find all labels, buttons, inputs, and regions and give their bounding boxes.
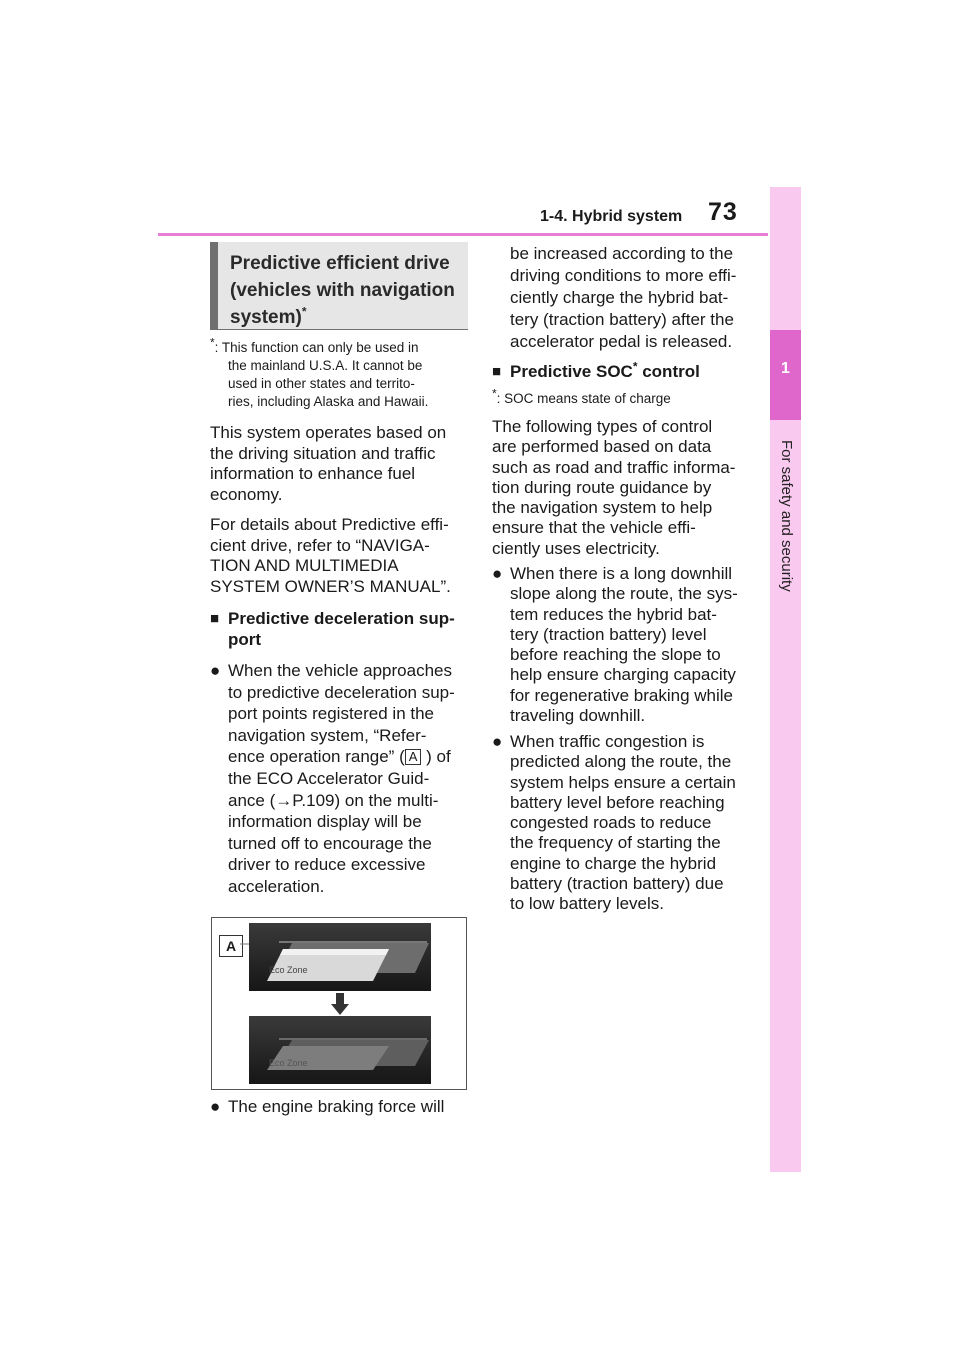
bullet-deceleration: [210, 660, 480, 898]
text-fragment: Predictive SOC: [510, 362, 633, 381]
bullet-dot-icon: ●: [492, 564, 503, 583]
text-line: system helps ensure a certain: [510, 772, 736, 792]
text-line: tery (traction battery) after the: [510, 310, 734, 329]
footnote-marker: *: [210, 335, 215, 350]
text-line: accelerator pedal is released.: [510, 332, 733, 351]
subsection-title-deceleration: [210, 609, 480, 650]
footnote-marker: *: [632, 359, 638, 374]
text-line: [228, 746, 480, 768]
text-line: tem reduces the hybrid bat-: [510, 604, 717, 624]
heading-line: (vehicles with navigation: [230, 280, 455, 301]
text-line: the frequency of starting the: [510, 833, 721, 853]
callout-a-inline: A: [405, 749, 422, 765]
figure-callout-a: A: [219, 935, 243, 957]
text-line: economy.: [210, 485, 283, 505]
text-line: When there is a long downhill: [510, 564, 733, 583]
eco-zone-graphic: [249, 1016, 431, 1084]
arrow-down-icon: [330, 993, 350, 1015]
bullet-downhill: [492, 564, 762, 726]
text-line: driver to reduce excessive: [228, 855, 426, 875]
text-line: Predictive deceleration sup-: [228, 609, 455, 628]
eco-zone-label: Eco Zone: [269, 965, 308, 975]
square-bullet-icon: ■: [210, 610, 220, 627]
text-line: tery (traction battery) level: [510, 624, 707, 644]
header-rule: [158, 233, 768, 236]
text-line: cient drive, refer to “NAVIGA-: [210, 535, 430, 555]
text-line: to low battery levels.: [510, 894, 665, 914]
eco-zone-graphic: [249, 923, 431, 991]
text-line: port: [228, 629, 262, 649]
bullet-dot-icon: ●: [210, 1097, 221, 1116]
text-line: to predictive deceleration sup-: [228, 682, 455, 702]
text-line: the driving situation and traffic: [210, 443, 436, 463]
eco-zone-label: Eco Zone: [269, 1058, 308, 1068]
text-line: ciently uses electricity.: [492, 538, 660, 558]
footnote-text: : This function can only be used in: [214, 340, 419, 355]
text-line: for regenerative braking while: [510, 685, 734, 705]
text-line: information to enhance fuel: [210, 464, 416, 484]
text-line: turned off to encourage the: [228, 833, 432, 853]
bullet-congestion: [492, 732, 762, 915]
text-line: port points registered in the: [228, 704, 435, 724]
text-line: ensure that the vehicle effi-: [492, 518, 696, 538]
footnote-text: : SOC means state of charge: [496, 391, 671, 406]
text-line: be increased according to the: [510, 244, 734, 263]
footnote-marker: *: [301, 304, 307, 319]
section-heading-box: [210, 242, 468, 330]
heading-line: Predictive efficient drive: [230, 253, 450, 274]
text-line: This system operates based on: [210, 423, 447, 442]
text-line: the ECO Accelerator Guid-: [228, 768, 430, 788]
text-line: predicted along the route, the: [510, 752, 732, 772]
details-paragraph: [210, 515, 480, 598]
bullet-engine-braking: [210, 1097, 480, 1118]
footnote-text: used in other states and territo-: [228, 376, 415, 391]
text-line: driving conditions to more effi-: [510, 266, 737, 285]
text-line: tion during route guidance by: [492, 477, 712, 497]
text-line: before reaching the slope to: [510, 645, 721, 665]
intro-paragraph: [210, 423, 480, 506]
text-line: are performed based on data: [492, 437, 712, 457]
footnote-soc: [492, 386, 762, 408]
text-line: slope along the route, the sys-: [510, 584, 738, 604]
text-line: information display will be: [228, 812, 422, 832]
text-line: engine to charge the hybrid: [510, 853, 717, 873]
square-bullet-icon: ■: [492, 363, 502, 380]
text-line: navigation system, “Refer-: [228, 725, 427, 745]
text-line: The following types of control: [492, 417, 713, 436]
text-line: acceleration.: [228, 876, 325, 896]
text-line: battery (traction battery) due: [510, 874, 724, 894]
text-fragment: ence operation range” (: [228, 747, 405, 767]
text-line: the navigation system to help: [492, 498, 713, 518]
display-screen-after: [249, 1016, 431, 1084]
text-line: For details about Predictive effi-: [210, 515, 449, 534]
heading-line: system): [230, 307, 302, 328]
text-line: such as road and traffic informa-: [492, 457, 736, 477]
page-reference-line: ance (→P.109) on the multi-: [228, 790, 439, 810]
footnote-text: ries, including Alaska and Hawaii.: [228, 394, 429, 409]
text-line: When the vehicle approaches: [228, 661, 452, 680]
text-fragment: control: [637, 362, 700, 381]
display-screen-before: [249, 923, 431, 991]
footnote-block: [210, 335, 480, 411]
text-line: help ensure charging capacity: [510, 665, 736, 685]
subsection-title-soc: [492, 359, 762, 383]
bullet-continuation: [510, 243, 765, 353]
text-line: The engine braking force will: [228, 1097, 445, 1116]
bullet-dot-icon: ●: [492, 732, 503, 751]
text-fragment: ) of: [421, 747, 451, 767]
text-line: SYSTEM OWNER’S MANUAL”.: [210, 577, 451, 597]
text-line: traveling downhill.: [510, 706, 646, 726]
text-line: battery level before reaching: [510, 792, 725, 812]
footnote-text: the mainland U.S.A. It cannot be: [228, 358, 423, 373]
text-line: congested roads to reduce: [510, 813, 712, 833]
section-heading: [230, 250, 468, 331]
side-tab-chapter-label: For safety and security: [778, 440, 795, 592]
text-line: ciently charge the hybrid bat-: [510, 288, 729, 307]
text-line: TION AND MULTIMEDIA: [210, 556, 399, 576]
soc-description: [492, 417, 762, 559]
side-tab-chapter-number: 1: [781, 360, 790, 377]
section-title: 1-4. Hybrid system: [540, 208, 683, 225]
bullet-dot-icon: ●: [210, 661, 221, 680]
page-number: 73: [708, 198, 738, 226]
footnote-marker: *: [492, 386, 497, 401]
text-line: When traffic congestion is: [510, 732, 705, 751]
